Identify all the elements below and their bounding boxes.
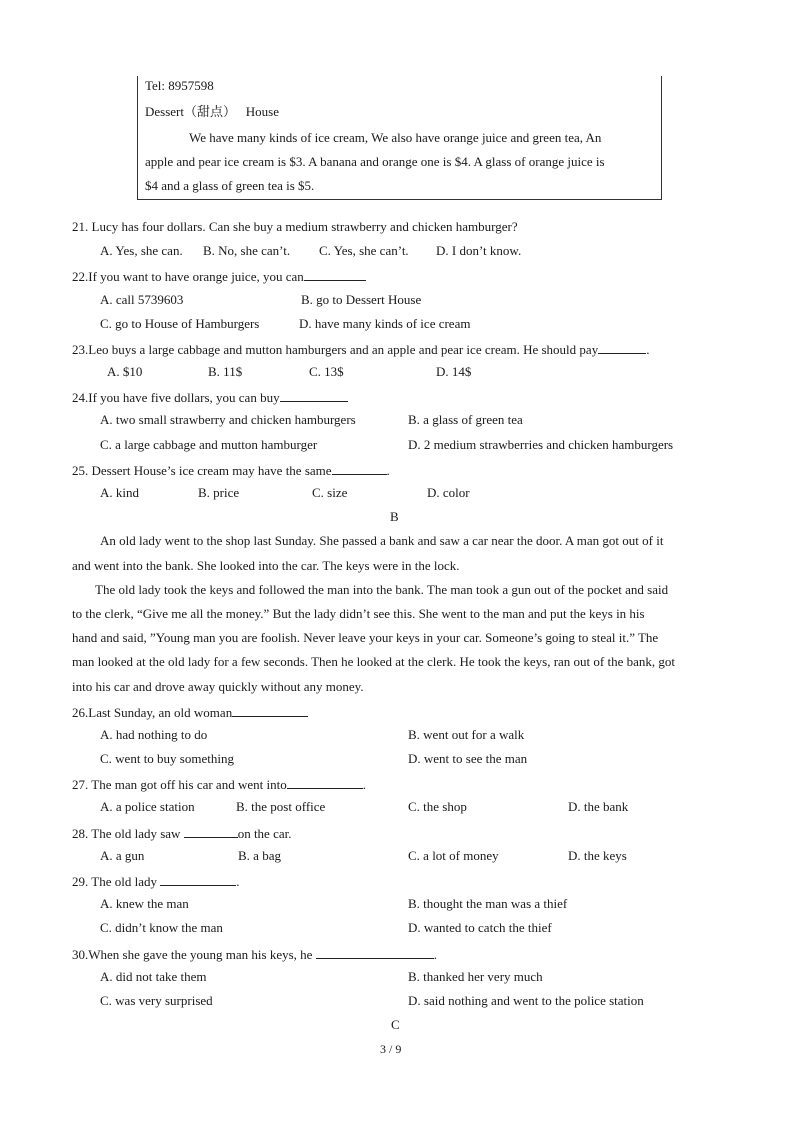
q27-answer-blank bbox=[287, 775, 363, 789]
q21-option-c: C. Yes, she can’t. bbox=[319, 243, 409, 258]
passage-b-line-6: man looked at the old lady for a few seconds. Then he looked at the clerk. He took the keys, ran out of the bank, got bbox=[72, 654, 676, 669]
menu-title bbox=[145, 104, 279, 120]
q23-question: 23.Leo buys a large cabbage and mutton hamburgers and an apple and pear ice cream. He should pay . bbox=[72, 342, 650, 357]
q24-option-c: C. a large cabbage and mutton hamburger bbox=[100, 437, 318, 452]
q25-option-c: C. size bbox=[312, 485, 348, 500]
q28-option-c: C. a lot of money bbox=[408, 848, 499, 863]
q28-option-d: D. the keys bbox=[568, 848, 627, 863]
q22-answer-blank bbox=[304, 267, 366, 281]
q27-question: 27. The man got off his car and went into . bbox=[72, 777, 366, 792]
q23-stem: 23.Leo buys a large cabbage and mutton hamburgers and an apple and pear ice cream. He should pay bbox=[72, 342, 599, 357]
q24-option-a: A. two small strawberry and chicken hamburgers bbox=[100, 412, 356, 427]
q26-stem: 26.Last Sunday, an old woman bbox=[72, 705, 233, 720]
q28-option-b: B. a bag bbox=[238, 848, 281, 863]
q29-option-a: A. knew the man bbox=[100, 896, 189, 911]
q23-answer-blank bbox=[598, 340, 646, 354]
q26-answer-blank bbox=[232, 703, 308, 717]
q26-question bbox=[72, 703, 308, 721]
q29-answer-blank bbox=[160, 872, 236, 886]
q29-question: 29. The old lady . bbox=[72, 874, 240, 889]
q30-option-b: B. thanked her very much bbox=[408, 969, 543, 984]
menu-line-3: $4 and a glass of green tea is $5. bbox=[145, 178, 315, 193]
menu-title-prefix: Dessert（甜点） bbox=[145, 104, 236, 119]
q22-question bbox=[72, 267, 366, 285]
menu-line-2: apple and pear ice cream is $3. A banana and orange one is $4. A glass of orange juice is bbox=[145, 154, 605, 169]
q29-stem: 29. The old lady bbox=[72, 874, 157, 889]
passage-b-line-4: to the clerk, “Give me all the money.” But the lady didn’t see this. She went to the man and put the keys in his bbox=[72, 606, 645, 621]
q29-option-d: D. wanted to catch the thief bbox=[408, 920, 552, 935]
q21-option-b: B. No, she can’t. bbox=[203, 243, 291, 258]
section-c-heading: C bbox=[391, 1017, 400, 1032]
q27-option-b: B. the post office bbox=[236, 799, 326, 814]
q24-answer-blank bbox=[280, 388, 348, 402]
q27-option-c: C. the shop bbox=[408, 799, 467, 814]
q30-option-d: D. said nothing and went to the police station bbox=[408, 993, 644, 1008]
q25-stem: 25. Dessert House’s ice cream may have the same bbox=[72, 463, 332, 478]
q25-question: 25. Dessert House’s ice cream may have the same . bbox=[72, 463, 390, 478]
q30-option-a: A. did not take them bbox=[100, 969, 207, 984]
q26-option-b: B. went out for a walk bbox=[408, 727, 525, 742]
q22-option-d: D. have many kinds of ice cream bbox=[299, 316, 471, 331]
q29-option-b: B. thought the man was a thief bbox=[408, 896, 568, 911]
q24-option-d: D. 2 medium strawberries and chicken hamburgers bbox=[408, 437, 674, 452]
q21-stem: 21. Lucy has four dollars. Can she buy a medium strawberry and chicken hamburger? bbox=[72, 219, 518, 234]
q22-option-c: C. go to House of Hamburgers bbox=[100, 316, 260, 331]
q27-option-a: A. a police station bbox=[100, 799, 195, 814]
q22-option-a: A. call 5739603 bbox=[100, 292, 184, 307]
dessert-house-menu-box bbox=[137, 76, 662, 200]
q24-option-b: B. a glass of green tea bbox=[408, 412, 523, 427]
q28-option-a: A. a gun bbox=[100, 848, 145, 863]
passage-b-line-2: and went into the bank. She looked into the car. The keys were in the lock. bbox=[72, 558, 460, 573]
passage-b-line-3: The old lady took the keys and followed the man into the bank. The man took a gun out of the pocket and said bbox=[95, 582, 669, 597]
menu-line-1: We have many kinds of ice cream, We also have orange juice and green tea, An bbox=[189, 130, 602, 145]
q22-stem: 22.If you want to have orange juice, you can bbox=[72, 269, 304, 284]
q23-option-d: D. 14$ bbox=[436, 364, 472, 379]
q30-stem: 30.When she gave the young man his keys, he bbox=[72, 947, 313, 962]
q24-stem: 24.If you have five dollars, you can buy bbox=[72, 390, 280, 405]
q23-option-b: B. 11$ bbox=[208, 364, 243, 379]
page-number: 3 / 9 bbox=[380, 1042, 402, 1056]
q23-option-c: C. 13$ bbox=[309, 364, 344, 379]
q28-stem-pre: 28. The old lady saw bbox=[72, 826, 181, 841]
q25-option-b: B. price bbox=[198, 485, 240, 500]
passage-b-line-5: hand and said, ”Young man you are foolish. Never leave your keys in your car. Someone’s going to steal it.” The bbox=[72, 630, 659, 645]
q29-option-c: C. didn’t know the man bbox=[100, 920, 223, 935]
q25-option-d: D. color bbox=[427, 485, 470, 500]
menu-title-suffix: House bbox=[245, 104, 279, 119]
q27-stem: 27. The man got off his car and went into bbox=[72, 777, 287, 792]
q24-question bbox=[72, 388, 348, 406]
q21-option-d: D. I don’t know. bbox=[436, 243, 522, 258]
passage-b-line-1: An old lady went to the shop last Sunday. She passed a bank and saw a car near the door. A man got out of it bbox=[100, 533, 664, 548]
q25-option-a: A. kind bbox=[100, 485, 139, 500]
q28-answer-blank bbox=[184, 824, 238, 838]
q23-option-a: A. $10 bbox=[107, 364, 143, 379]
q22-option-b: B. go to Dessert House bbox=[301, 292, 422, 307]
q25-answer-blank bbox=[332, 461, 387, 475]
q28-question bbox=[72, 824, 291, 842]
q27-option-d: D. the bank bbox=[568, 799, 629, 814]
q26-option-a: A. had nothing to do bbox=[100, 727, 208, 742]
q30-option-c: C. was very surprised bbox=[100, 993, 213, 1008]
q26-option-c: C. went to buy something bbox=[100, 751, 234, 766]
q28-stem-post: on the car. bbox=[237, 826, 292, 841]
q26-option-d: D. went to see the man bbox=[408, 751, 528, 766]
menu-tel: Tel: 8957598 bbox=[145, 78, 214, 93]
section-b-heading: B bbox=[390, 509, 399, 524]
q30-answer-blank bbox=[316, 945, 434, 959]
q30-question: 30.When she gave the young man his keys, he . bbox=[72, 947, 437, 962]
passage-b-line-7: into his car and drove away quickly without any money. bbox=[72, 679, 364, 694]
q21-option-a: A. Yes, she can. bbox=[100, 243, 183, 258]
